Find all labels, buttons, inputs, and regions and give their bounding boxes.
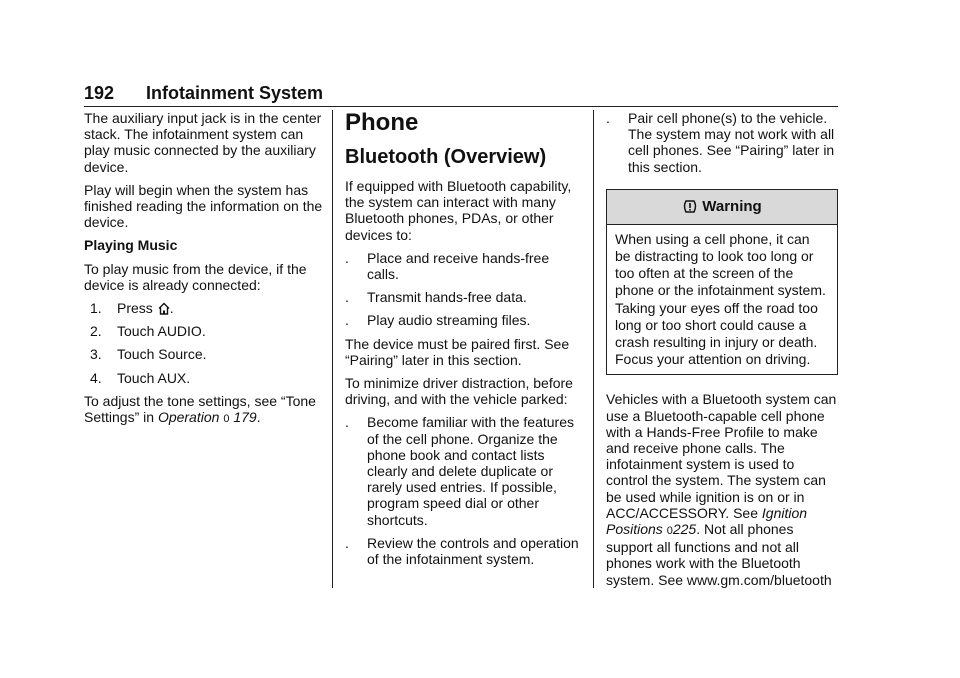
pairing-paragraph: The device must be paired first. See “Pairing” later in this section.	[345, 335, 570, 368]
warning-title: Warning	[702, 197, 762, 215]
bullet-mark: .	[345, 534, 349, 551]
play-begin-paragraph: Play will begin when the system has finished reading the information on the device.	[84, 181, 323, 231]
step-number: 2.	[90, 323, 102, 340]
page-ref-arrow: 0	[223, 413, 230, 426]
bluetooth-system-paragraph: Vehicles with a Bluetooth system can use a Bluetooth-capable cell phone with a Hands-Free Profile to make and receive phone calls. The infotainment system is used to control the system. The system can be used while ignition is on or in ACC/ACCESSORY. See Ignition Positions 0225. Not all phones support all functions and not all phones work with the Bluetooth system. See www.gm.com/bluetooth	[606, 391, 837, 588]
page-ref[interactable]: 225	[672, 521, 697, 538]
list-item: . Review the controls and operation of the infotainment system.	[345, 534, 579, 568]
warning-text: When using a cell phone, it can be distracting to look too long or too often at the screen of the phone or the infotainment system. Taking your eyes off the road too long or too short could cause a crash resulting in injury or death. Focus your attention on driving.	[615, 230, 826, 368]
tone-settings-paragraph: To adjust the tone settings, see “Tone Settings” in Operation 0 179.	[84, 392, 316, 426]
column-1	[84, 110, 324, 434]
bullet-mark: .	[345, 249, 349, 266]
step-2	[84, 323, 324, 339]
step-number: 1.	[90, 300, 102, 317]
step-4	[84, 370, 324, 386]
section-title: Infotainment System	[146, 83, 324, 103]
warning-icon	[682, 198, 698, 214]
page-ref-arrow: 0	[666, 525, 673, 538]
step-text: Press	[117, 300, 153, 317]
step-number: 4.	[90, 369, 102, 386]
step-text: Touch AUX.	[117, 369, 191, 386]
bluetooth-intro: If equipped with Bluetooth capability, the system can interact with many Bluetooth phones, PDAs, or other devices to:	[345, 178, 572, 243]
operation-link[interactable]: Operation	[157, 409, 220, 426]
step-text: Touch Source.	[117, 346, 207, 363]
playing-music-intro: To play music from the device, if the device is already connected:	[84, 260, 307, 293]
list-item: . Place and receive hands-free calls.	[345, 249, 550, 283]
page-ref[interactable]: 179	[233, 409, 257, 426]
bullet-mark: .	[606, 110, 610, 126]
list-item: . Pair cell phone(s) to the vehicle. The system may not work with all cell phones. See “Pairing” later in this section.	[606, 110, 835, 175]
column-divider	[593, 110, 594, 588]
page-header	[84, 82, 838, 107]
column-divider	[332, 110, 333, 588]
phone-heading: Phone	[345, 109, 419, 136]
list-item: . Play audio streaming files.	[345, 312, 531, 329]
step-text: Touch AUDIO.	[117, 323, 206, 340]
minimize-paragraph: To minimize driver distraction, before driving, and with the vehicle parked:	[345, 375, 573, 408]
warning-box	[606, 189, 838, 376]
bluetooth-overview-heading: Bluetooth (Overview)	[345, 146, 547, 168]
playing-music-heading: Playing Music	[84, 237, 178, 254]
warning-header	[607, 190, 837, 225]
ignition-positions-link[interactable]: Ignition Positions	[606, 504, 808, 538]
home-icon	[158, 302, 170, 315]
page-number: 192	[84, 83, 115, 103]
aux-jack-paragraph: The auxiliary input jack is in the center stack. The infotainment system can play music connected by the auxiliary device.	[84, 110, 322, 175]
bullet-mark: .	[345, 312, 349, 329]
column-2	[345, 110, 580, 574]
bullet-mark: .	[345, 414, 349, 431]
step-3	[84, 346, 324, 362]
column-3	[606, 110, 838, 595]
list-item: . Transmit hands-free data.	[345, 289, 527, 306]
list-item: . Become familiar with the features of the cell phone. Organize the phone book and contact lists clearly and delete duplicate or rarely used entries. If possible, program speed dial or other shortcuts.	[345, 414, 574, 528]
step-number: 3.	[90, 346, 102, 363]
bullet-mark: .	[345, 289, 349, 306]
step-1: 1. Press .	[90, 300, 174, 317]
